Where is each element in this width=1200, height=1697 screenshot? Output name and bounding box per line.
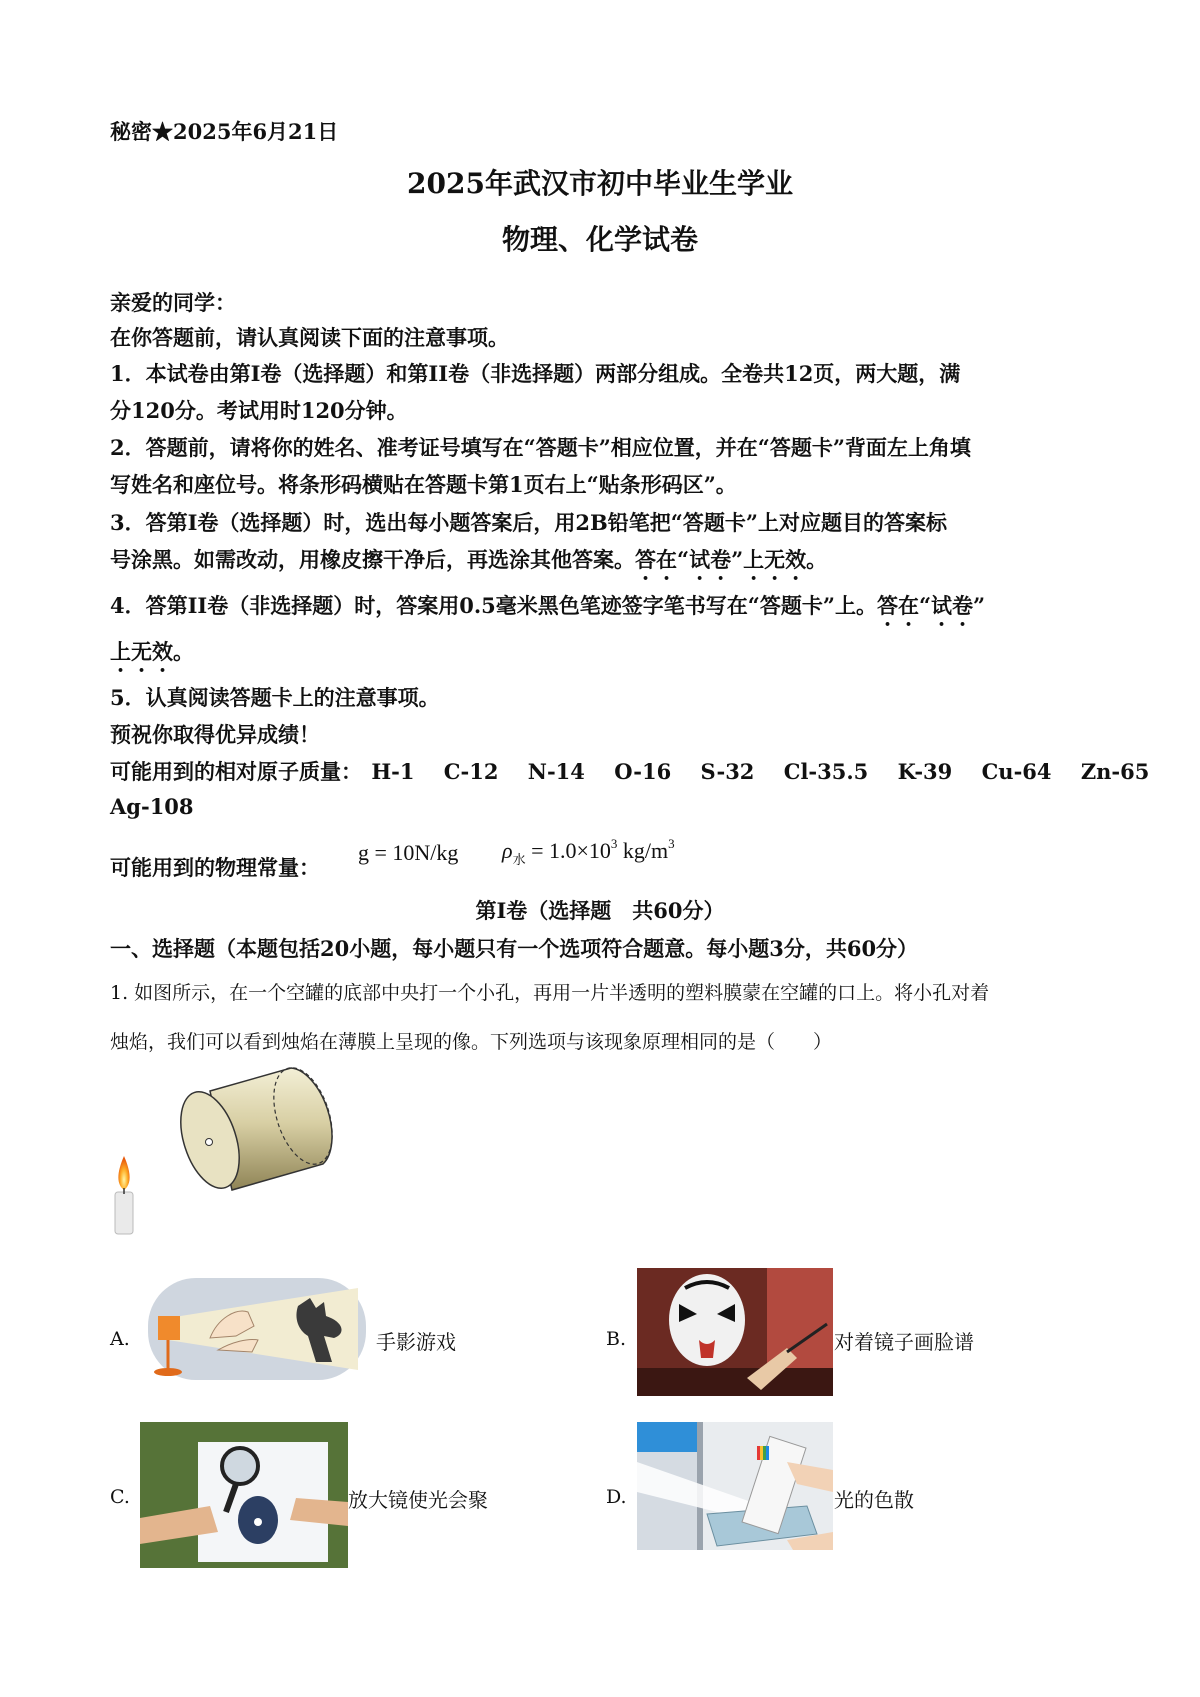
option-b-letter: B.: [606, 1328, 627, 1350]
emphasis-dotted-text: 答在“试卷”: [876, 593, 986, 618]
atomic-mass-c: C-12: [443, 759, 499, 784]
atomic-mass-n: N-14: [527, 759, 585, 784]
notice-item-1b: 分120分。考试用时120分钟。: [110, 398, 408, 423]
atomic-mass-row: [110, 756, 1149, 786]
greeting: 亲爱的同学：: [110, 290, 236, 315]
emphasis-dotted-text: 上无效: [110, 639, 173, 664]
opera-mask-icon: [669, 1274, 745, 1366]
atomic-mass-h: H-1: [371, 759, 415, 784]
notice-item-3b-text: 号涂黑。如需改动，用橡皮擦干净后，再选涂其他答案。: [110, 547, 635, 572]
atomic-mass-label: 可能用到的相对原子质量：: [110, 759, 362, 784]
notice-item-1a: 1．本试卷由第Ⅰ卷（选择题）和第II卷（非选择题）两部分组成。全卷共12页，两大题，满: [110, 361, 961, 386]
notice-item-4b: [110, 636, 194, 677]
option-a-image: [148, 1278, 366, 1380]
option-b-image: [637, 1268, 833, 1396]
option-d-letter: D.: [606, 1486, 627, 1508]
option-c-image: [140, 1422, 348, 1568]
option-a-letter: A.: [110, 1328, 130, 1350]
atomic-mass-ag: Ag-108: [110, 794, 194, 819]
question-1-stem-a: 1. 如图所示，在一个空罐的底部中央打一个小孔，再用一片半透明的塑料膜蒙在空罐的口上。将小孔对着: [110, 982, 990, 1004]
option-d-text: 光的色散: [834, 1488, 914, 1512]
notice-item-2b: 写姓名和座位号。将条形码横贴在答题卡第1页右上“贴条形码区”。: [110, 472, 737, 497]
option-c-text: 放大镜使光会聚: [348, 1488, 488, 1512]
emphasis-dotted-text: 答在“试卷”上无效: [635, 547, 807, 572]
option-c-letter: C.: [110, 1486, 130, 1508]
rho-symbol: ρ: [502, 838, 513, 863]
notice-item-2a: 2．答题前，请将你的姓名、准考证号填写在“答题卡”相应位置，并在“答题卡”背面左上角填: [110, 435, 971, 460]
period: 。: [806, 547, 828, 572]
rho-value: = 1.0×10: [525, 838, 611, 863]
part-one-title: 第Ⅰ卷（选择题 共60分）: [475, 898, 725, 923]
constant-g: g = 10N/kg: [358, 840, 459, 865]
pinhole-can-figure: [105, 1060, 345, 1240]
notice-item-4a: [110, 590, 985, 631]
section-heading: 一、选择题（本题包括20小题，每小题只有一个选项符合题意。每小题3分，共60分）: [110, 936, 919, 961]
rho-exponent: 3: [610, 836, 618, 851]
option-d-image: [637, 1422, 833, 1550]
notice-item-3b: [110, 544, 827, 585]
option-a-text: 手影游戏: [376, 1330, 456, 1354]
notice-item-4a-text: 4．答第II卷（非选择题）时，答案用0.5毫米黑色笔迹签字笔书写在“答题卡”上。: [110, 593, 877, 618]
secret-date: 秘密★2025年6月21日: [110, 119, 339, 144]
notice-intro: 在你答题前，请认真阅读下面的注意事项。: [110, 325, 509, 350]
period: 。: [173, 639, 194, 664]
exam-title-line1: 2025年武汉市初中毕业生学业: [407, 167, 793, 200]
option-b-text: 对着镜子画脸谱: [834, 1330, 974, 1354]
atomic-mass-cu: Cu-64: [981, 759, 1052, 784]
rho-unit-exponent: 3: [668, 836, 675, 851]
question-1-stem-b: 烛焰，我们可以看到烛焰在薄膜上呈现的像。下列选项与该现象原理相同的是（ ）: [110, 1031, 833, 1053]
rho-unit: kg/m: [617, 838, 669, 863]
candle-icon: [115, 1156, 133, 1234]
atomic-mass-k: K-39: [897, 759, 953, 784]
atomic-mass-cl: Cl-35.5: [783, 759, 869, 784]
atomic-mass-s: S-32: [700, 759, 755, 784]
notice-item-5: 5．认真阅读答题卡上的注意事项。: [110, 685, 440, 710]
atomic-mass-zn: Zn-65: [1080, 759, 1150, 784]
rho-subscript: 水: [512, 852, 526, 867]
exam-title-line2: 物理、化学试卷: [501, 223, 698, 256]
can-icon: [170, 1060, 343, 1195]
notice-item-3a: 3．答第Ⅰ卷（选择题）时，选出每小题答案后，用2B铅笔把“答题卡”上对应题目的答案标: [110, 510, 947, 535]
constants-label: 可能用到的物理常量：: [110, 855, 320, 880]
constant-rho-water: [502, 836, 675, 868]
atomic-mass-o: O-16: [614, 759, 672, 784]
wish: 预祝你取得优异成绩！: [110, 722, 320, 747]
